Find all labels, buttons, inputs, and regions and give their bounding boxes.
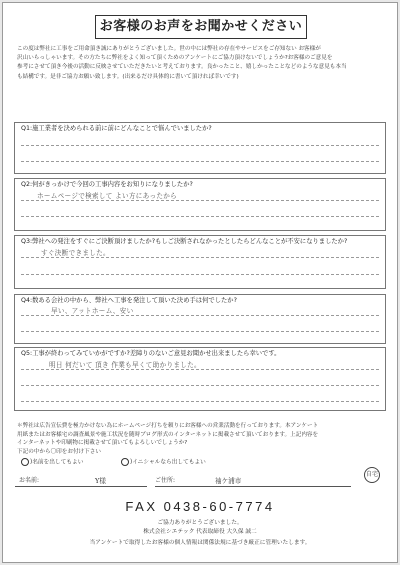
question-label: Q1:施工業者を決められる前に前にどんなことで悩んでいましたか?: [21, 125, 212, 132]
note-line: インターネットや印刷物に掲載させて頂いてもよろしいでしょうか?: [17, 440, 188, 447]
address-label: ご住所:: [155, 477, 176, 484]
seal-stamp-icon: 自宅: [364, 467, 380, 483]
choice-label: )名前を出してもよい: [30, 459, 84, 466]
survey-sheet: [2, 2, 398, 563]
answer-line: [21, 257, 379, 258]
intro-line: も結構です。是非ご協力お願い致します。(出来るだけ具体的に書いて頂ければ幸いです): [17, 73, 239, 80]
question-label: Q2:何がきっかけで今回の工事内容をお知りになりましたか?: [21, 181, 193, 188]
question-box-q3: [14, 235, 386, 289]
answer-line: [21, 401, 379, 402]
answer-line: [21, 385, 379, 386]
answer-line: [21, 369, 379, 370]
answer-line: [21, 200, 379, 201]
question-label: Q3:弊社への発注をすぐにご決断頂けましたか?もしご決断されなかったとしたらどんなことが不安になりましたか?: [21, 238, 348, 245]
footer-privacy: 当アンケートで取得したお客様の個人情報は関係法規に基づき厳正に管理いたします。: [89, 540, 311, 546]
intro-line: 参考にさせて頂き今後の活動に反映させていただきたいと考えております。良かったこと、嬉しかったことなどのような意見も本当: [17, 64, 347, 71]
choice-label: )イニシャルなら出してもよい: [130, 459, 206, 466]
note-line: 下記の中から〇印をお付け下さい: [17, 448, 101, 455]
survey-title: お客様のお声をお聞かせください: [95, 15, 307, 39]
answer-text[interactable]: ホームページで検索して よい方にあったから: [37, 192, 178, 200]
fax-number: FAX 0438-60-7774: [125, 499, 275, 514]
note-line: ＊弊社は広告宣伝費を極力かけない為にホームページ打ちを頼りにお客様への営業活動を行っております。本アンケート: [17, 423, 319, 429]
publication-consent-note: [17, 422, 387, 456]
name-label: お名前:: [19, 477, 40, 484]
customer-info-row: [15, 475, 355, 489]
radio-circle-icon[interactable]: [121, 458, 129, 466]
answer-line: [21, 145, 379, 146]
question-box-q2: [14, 178, 386, 231]
name-value[interactable]: Y様: [95, 477, 106, 485]
intro-line: 沢山いらっしゃいます。その方たちに弊社をよく知って頂くためのアンケートにご協力頂けないでしょうか?お客様のご意見を: [17, 55, 333, 62]
answer-line: [21, 161, 379, 162]
footer-thanks: ご協力ありがとうございました。: [157, 520, 243, 526]
question-label: Q4:数ある会社の中から、弊社へ工事を発注して頂いた決め手は何でしたか?: [21, 297, 237, 304]
question-box-q4: [14, 294, 386, 344]
note-line: 用紙またはお客様宅の調査風景や施工状況を随時ブログ形式のインターネットに掲載させて頂いております。上記内容を: [17, 431, 319, 438]
intro-line: この度は弊社に工事をご用命頂き誠にありがとうございました。世の中には弊社の存在やサービスをご存知ない お客様が: [17, 46, 321, 52]
answer-text[interactable]: 早い、アットホーム、安い: [51, 307, 134, 315]
answer-text[interactable]: すぐ決断できました。: [41, 249, 110, 257]
address-underline: [155, 486, 351, 487]
radio-circle-icon[interactable]: [21, 458, 29, 466]
choice-name-ok[interactable]: [21, 458, 83, 468]
question-box-q1: [14, 122, 386, 174]
address-value[interactable]: 袖ケ浦市: [215, 477, 242, 485]
answer-text[interactable]: 明日 何だいて 頂き 作業も早くて助かりました。: [49, 361, 201, 369]
answer-line: [21, 315, 379, 316]
answer-line: [21, 331, 379, 332]
name-underline: [15, 486, 147, 487]
answer-line: [21, 274, 379, 275]
answer-line: [21, 216, 379, 217]
choice-initial-ok[interactable]: [121, 458, 206, 468]
footer-company: 株式会社シエテック 代表取締役 大久保 誠二: [143, 529, 257, 535]
question-box-q5: [14, 347, 386, 411]
question-label: Q5:工事が終わってみていかがですか?差障りのないご意見お聞かせ出来ましたら幸いです。: [21, 350, 281, 357]
intro-text: [17, 45, 385, 82]
